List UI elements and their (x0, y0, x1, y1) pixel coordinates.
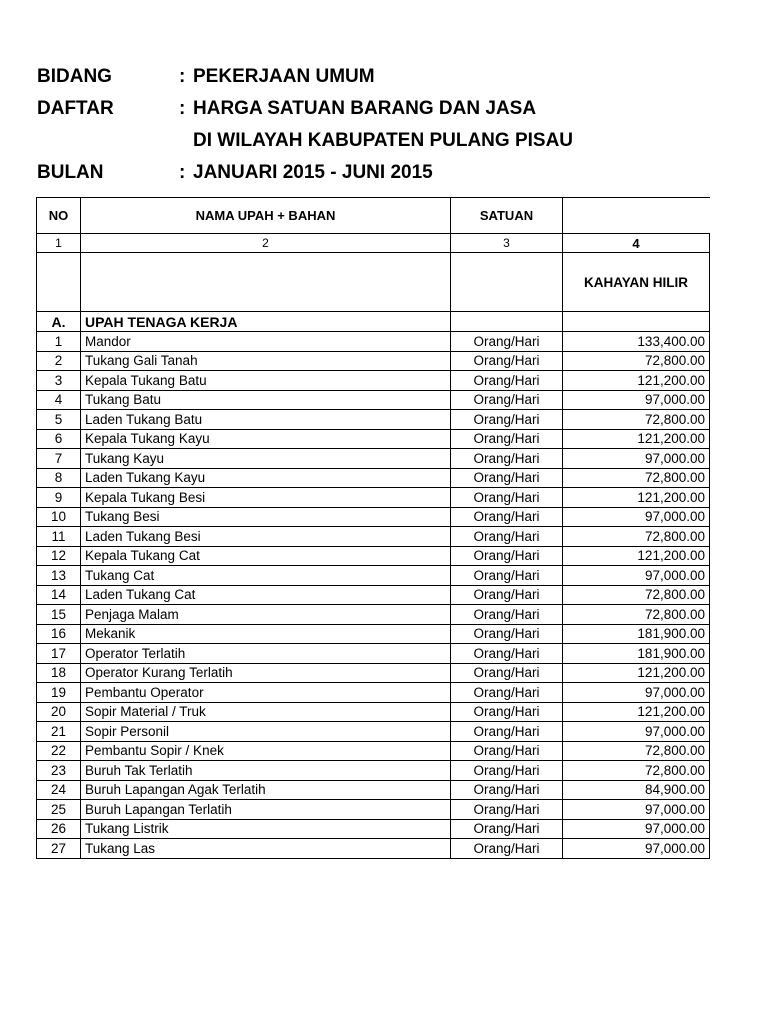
row-no: 10 (37, 507, 81, 527)
row-no: 7 (37, 449, 81, 469)
row-unit: Orang/Hari (451, 546, 563, 566)
row-name: Tukang Listrik (81, 819, 451, 839)
table-row (37, 702, 710, 722)
row-name: Buruh Lapangan Terlatih (81, 800, 451, 820)
row-unit: Orang/Hari (451, 839, 563, 859)
table-row (37, 839, 710, 859)
row-no: 11 (37, 527, 81, 547)
daftar-colon: : (179, 98, 186, 119)
row-name: Tukang Gali Tanah (81, 351, 451, 371)
row-price: 72,800.00 (563, 410, 710, 430)
row-price: 97,000.00 (563, 449, 710, 469)
row-name: Kepala Tukang Batu (81, 371, 451, 391)
daftar-key: DAFTAR (37, 98, 114, 119)
row-price: 133,400.00 (563, 332, 710, 352)
table-row (37, 683, 710, 703)
table-row (37, 429, 710, 449)
row-no: 13 (37, 566, 81, 586)
row-no: 20 (37, 702, 81, 722)
row-name: Operator Terlatih (81, 644, 451, 664)
row-price: 72,800.00 (563, 585, 710, 605)
row-no: 17 (37, 644, 81, 664)
row-price: 72,800.00 (563, 468, 710, 488)
row-name: Sopir Material / Truk (81, 702, 451, 722)
row-no: 16 (37, 624, 81, 644)
row-unit: Orang/Hari (451, 722, 563, 742)
col-number-1: 1 (37, 234, 81, 253)
bidang-value: PEKERJAAN UMUM (193, 66, 375, 87)
row-name: Laden Tukang Besi (81, 527, 451, 547)
row-name: Sopir Personil (81, 722, 451, 742)
row-no: 15 (37, 605, 81, 625)
row-unit: Orang/Hari (451, 449, 563, 469)
row-name: Pembantu Sopir / Knek (81, 741, 451, 761)
row-price: 72,800.00 (563, 761, 710, 781)
section-title: UPAH TENAGA KERJA (81, 312, 451, 332)
table-row (37, 644, 710, 664)
row-name: Pembantu Operator (81, 683, 451, 703)
row-name: Operator Kurang Terlatih (81, 663, 451, 683)
row-name: Kepala Tukang Cat (81, 546, 451, 566)
table-row (37, 663, 710, 683)
row-no: 18 (37, 663, 81, 683)
row-name: Laden Tukang Kayu (81, 468, 451, 488)
table-row (37, 585, 710, 605)
row-price: 97,000.00 (563, 683, 710, 703)
row-unit: Orang/Hari (451, 624, 563, 644)
row-price: 72,800.00 (563, 527, 710, 547)
row-no: 5 (37, 410, 81, 430)
col-header-no: NO (37, 198, 81, 234)
row-unit: Orang/Hari (451, 741, 563, 761)
row-unit: Orang/Hari (451, 351, 563, 371)
row-price: 121,200.00 (563, 546, 710, 566)
table-body (37, 332, 710, 859)
row-unit: Orang/Hari (451, 371, 563, 391)
table-row (37, 800, 710, 820)
row-unit: Orang/Hari (451, 488, 563, 508)
row-unit: Orang/Hari (451, 566, 563, 586)
row-price: 72,800.00 (563, 741, 710, 761)
row-name: Kepala Tukang Kayu (81, 429, 451, 449)
section-code: A. (37, 312, 81, 332)
row-name: Laden Tukang Cat (81, 585, 451, 605)
bidang-key: BIDANG (37, 66, 112, 87)
row-name: Laden Tukang Batu (81, 410, 451, 430)
row-price: 97,000.00 (563, 800, 710, 820)
table-row (37, 566, 710, 586)
table-row (37, 741, 710, 761)
row-no: 26 (37, 819, 81, 839)
table-row (37, 780, 710, 800)
row-unit: Orang/Hari (451, 527, 563, 547)
row-unit: Orang/Hari (451, 429, 563, 449)
row-no: 24 (37, 780, 81, 800)
row-unit: Orang/Hari (451, 702, 563, 722)
table-row (37, 371, 710, 391)
row-unit: Orang/Hari (451, 410, 563, 430)
row-name: Tukang Batu (81, 390, 451, 410)
row-name: Tukang Las (81, 839, 451, 859)
row-price: 72,800.00 (563, 605, 710, 625)
row-unit: Orang/Hari (451, 390, 563, 410)
row-no: 9 (37, 488, 81, 508)
row-no: 1 (37, 332, 81, 352)
row-price: 121,200.00 (563, 429, 710, 449)
daftar-value: HARGA SATUAN BARANG DAN JASA (193, 98, 537, 119)
row-unit: Orang/Hari (451, 663, 563, 683)
table-row (37, 722, 710, 742)
table-row (37, 761, 710, 781)
bulan-key: BULAN (37, 162, 104, 183)
row-name: Tukang Besi (81, 507, 451, 527)
row-price: 97,000.00 (563, 839, 710, 859)
table-row (37, 488, 710, 508)
row-price: 97,000.00 (563, 566, 710, 586)
row-price: 181,900.00 (563, 624, 710, 644)
table-row (37, 605, 710, 625)
table-row (37, 390, 710, 410)
section-row (37, 312, 710, 332)
row-no: 12 (37, 546, 81, 566)
row-no: 2 (37, 351, 81, 371)
row-unit: Orang/Hari (451, 683, 563, 703)
row-unit: Orang/Hari (451, 644, 563, 664)
table-row (37, 819, 710, 839)
row-unit: Orang/Hari (451, 605, 563, 625)
row-no: 25 (37, 800, 81, 820)
row-name: Mandor (81, 332, 451, 352)
row-price: 121,200.00 (563, 488, 710, 508)
row-unit: Orang/Hari (451, 507, 563, 527)
row-unit: Orang/Hari (451, 800, 563, 820)
col-number-4: 4 (563, 234, 710, 253)
row-no: 21 (37, 722, 81, 742)
daftar-value-2: DI WILAYAH KABUPATEN PULANG PISAU (193, 130, 574, 151)
row-name: Tukang Cat (81, 566, 451, 586)
row-name: Penjaga Malam (81, 605, 451, 625)
row-name: Buruh Tak Terlatih (81, 761, 451, 781)
row-price: 181,900.00 (563, 644, 710, 664)
row-no: 22 (37, 741, 81, 761)
table-row (37, 546, 710, 566)
row-unit: Orang/Hari (451, 819, 563, 839)
row-no: 23 (37, 761, 81, 781)
row-name: Buruh Lapangan Agak Terlatih (81, 780, 451, 800)
column-number-row (37, 234, 710, 253)
col-header-price (563, 198, 710, 234)
table-header-row (37, 198, 710, 234)
col-number-2: 2 (81, 234, 451, 253)
row-name: Tukang Kayu (81, 449, 451, 469)
row-name: Mekanik (81, 624, 451, 644)
row-unit: Orang/Hari (451, 332, 563, 352)
row-no: 14 (37, 585, 81, 605)
price-table (36, 197, 710, 859)
row-name: Kepala Tukang Besi (81, 488, 451, 508)
row-price: 121,200.00 (563, 371, 710, 391)
table-row (37, 351, 710, 371)
row-unit: Orang/Hari (451, 761, 563, 781)
row-no: 27 (37, 839, 81, 859)
row-no: 19 (37, 683, 81, 703)
row-price: 97,000.00 (563, 722, 710, 742)
row-no: 4 (37, 390, 81, 410)
bidang-colon: : (179, 66, 186, 87)
row-price: 72,800.00 (563, 351, 710, 371)
row-price: 121,200.00 (563, 663, 710, 683)
region-row (37, 253, 710, 312)
row-no: 6 (37, 429, 81, 449)
col-header-unit: SATUAN (451, 198, 563, 234)
col-header-name: NAMA UPAH + BAHAN (81, 198, 451, 234)
row-no: 8 (37, 468, 81, 488)
row-price: 84,900.00 (563, 780, 710, 800)
row-price: 121,200.00 (563, 702, 710, 722)
row-unit: Orang/Hari (451, 585, 563, 605)
row-price: 97,000.00 (563, 819, 710, 839)
row-no: 3 (37, 371, 81, 391)
bulan-value: JANUARI 2015 - JUNI 2015 (193, 162, 433, 183)
table-row (37, 410, 710, 430)
table-row (37, 332, 710, 352)
region-label: KAHAYAN HILIR (563, 253, 710, 312)
table-row (37, 468, 710, 488)
col-number-3: 3 (451, 234, 563, 253)
table-row (37, 507, 710, 527)
bulan-colon: : (179, 162, 186, 183)
table-row (37, 624, 710, 644)
row-unit: Orang/Hari (451, 780, 563, 800)
row-price: 97,000.00 (563, 390, 710, 410)
row-unit: Orang/Hari (451, 468, 563, 488)
table-row (37, 449, 710, 469)
row-price: 97,000.00 (563, 507, 710, 527)
table-row (37, 527, 710, 547)
